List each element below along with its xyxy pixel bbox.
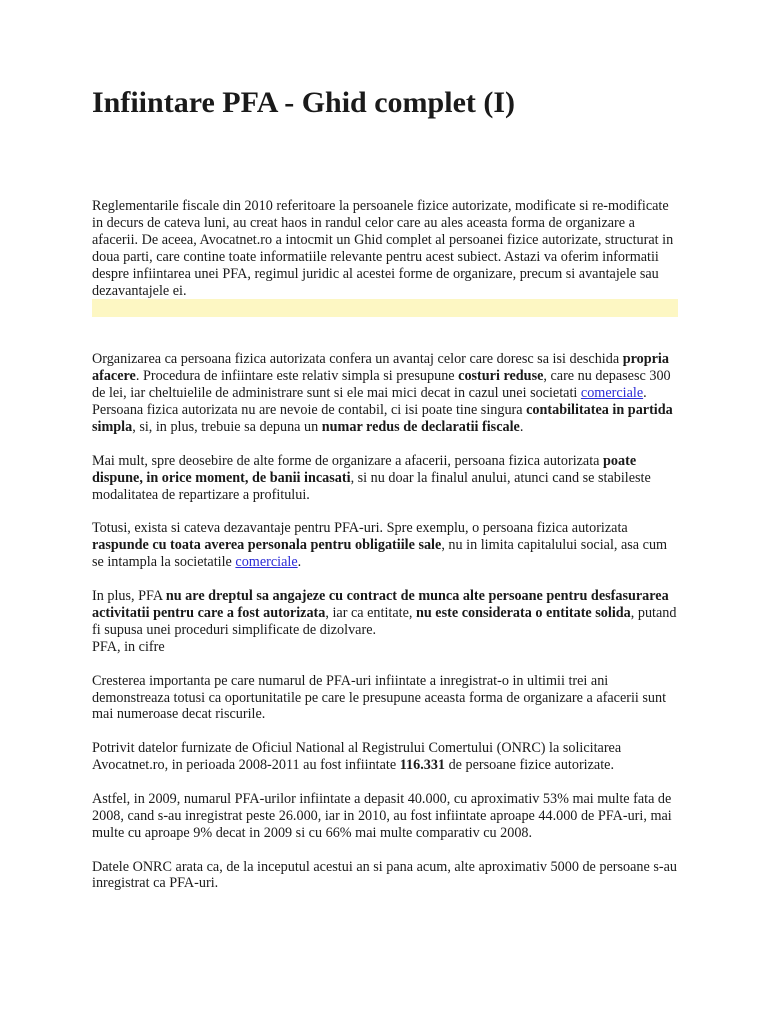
paragraph-onrc-data	[92, 740, 678, 774]
bold-text: costuri reduse	[458, 368, 544, 385]
paragraph-current-year: Datele ONRC arata ca, de la inceputul acestui an si pana acum, alte aproximativ 5000 de persoane s-au inregistrat ca PFA-uri.	[92, 858, 678, 892]
text-span: , nu in limita capitalului social, asa cum se intampla la societatile	[92, 537, 668, 571]
highlight-bar	[92, 299, 678, 317]
text-span: . Persoana fizica autorizata nu are nevoie de contabil, ci isi poate tine singura	[92, 385, 647, 419]
bold-text: contabilitatea in partida simpla	[92, 402, 673, 436]
bold-text: nu este considerata o entitate solida	[415, 604, 631, 621]
paragraph-advantages	[92, 351, 678, 436]
paragraph-growth: Cresterea importanta pe care numarul de PFA-uri infiintate a inregistrat-o in ultimii trei ani demonstreaza totusi ca oportunitatile pe care le presupune aceasta forma de organizare a afacerii sunt mai numeroase decat riscurile.	[92, 672, 667, 723]
bold-text: numar redus de declaratii fiscale	[321, 419, 520, 436]
document-title: Infiintare PFA - Ghid complet (I)	[92, 86, 516, 119]
document-body	[92, 198, 678, 892]
text-span: , putand fi supusa unei proceduri simplificate de dizolvare.	[92, 604, 677, 638]
text-span: , si nu doar la finalul anului, atunci cand se stabileste modalitatea de repartizare a profitului.	[92, 469, 651, 503]
paragraph-money	[92, 453, 678, 504]
text-span: , iar ca entitate,	[325, 604, 416, 621]
comerciale-link[interactable]: comerciale	[580, 385, 644, 402]
text-span: Mai mult, spre deosebire de alte forme de organizare a afacerii, persoana fizica autorizata	[92, 452, 604, 469]
text-span: In plus, PFA	[92, 588, 166, 605]
bold-text: 116.331	[399, 757, 446, 774]
paragraph-restrictions	[92, 588, 678, 639]
bold-text: raspunde cu toata averea personala pentru obligatiile sale	[92, 537, 442, 554]
text-span: .	[297, 554, 302, 571]
text-span: . Procedura de infiintare este relativ simpla si presupune	[135, 368, 459, 385]
text-span: de persoane fizice autorizate.	[445, 757, 614, 774]
text-span: .	[519, 419, 524, 436]
bold-text: propria afacere	[92, 351, 669, 385]
comerciale-link[interactable]: comerciale	[235, 554, 298, 571]
intro-paragraph: Reglementarile fiscale din 2010 referitoare la persoanele fizice autorizate, modificate si re-modificate in decurs de cateva luni, au creat haos in randul celor care au ales aceasta forma de organizare a afacerii. De aceea, Avocatnet.ro a intocmit un Ghid complet al persoanei fizice autorizate, structurat in doua parti, care contine toate informatiile relevante pentru acest subiect. Astazi va oferim informatii despre infiintarea unei PFA, regimul juridic al acestei forme de organizare, precum si avantajele sau dezavantajele ei.	[92, 198, 674, 299]
text-span: , care nu depasesc 300 de lei, iar cheltuielile de administrare sunt si ele mai mici decat in cazul unei societati	[92, 368, 671, 402]
text-span: Organizarea ca persoana fizica autorizata confera un avantaj celor care doresc sa isi deschida	[92, 351, 623, 368]
text-span: , si, in plus, trebuie sa depuna un	[132, 419, 322, 436]
text-span: Totusi, exista si cateva dezavantaje pentru PFA-uri. Spre exemplu, o persoana fizica autorizata	[92, 520, 628, 537]
paragraph-disadvantages	[92, 520, 678, 571]
bold-text: nu are dreptul sa angajeze cu contract de munca alte persoane pentru desfasurarea activitatii pentru care a fost autorizata	[92, 588, 669, 621]
paragraph-statistics: Astfel, in 2009, numarul PFA-urilor infiintate a depasit 40.000, cu aproximativ 53% mai multe fata de 2008, cand s-au inregistrat peste 26.000, iar in 2010, au fost infiintate aproape 44.000 de PFA-uri, mai multe cu aproape 9% decat in 2009 si cu 66% mai multe comparativ cu 2008.	[92, 790, 672, 841]
text-span: Potrivit datelor furnizate de Oficiul National al Registrului Comertului (ONRC) la solicitarea Avocatnet.ro, in perioada 2008-2011 au fost infiintate	[92, 740, 622, 774]
section-subheading: PFA, in cifre	[92, 638, 165, 655]
bold-text: poate dispune, in orice moment, de banii incasati	[92, 452, 637, 486]
